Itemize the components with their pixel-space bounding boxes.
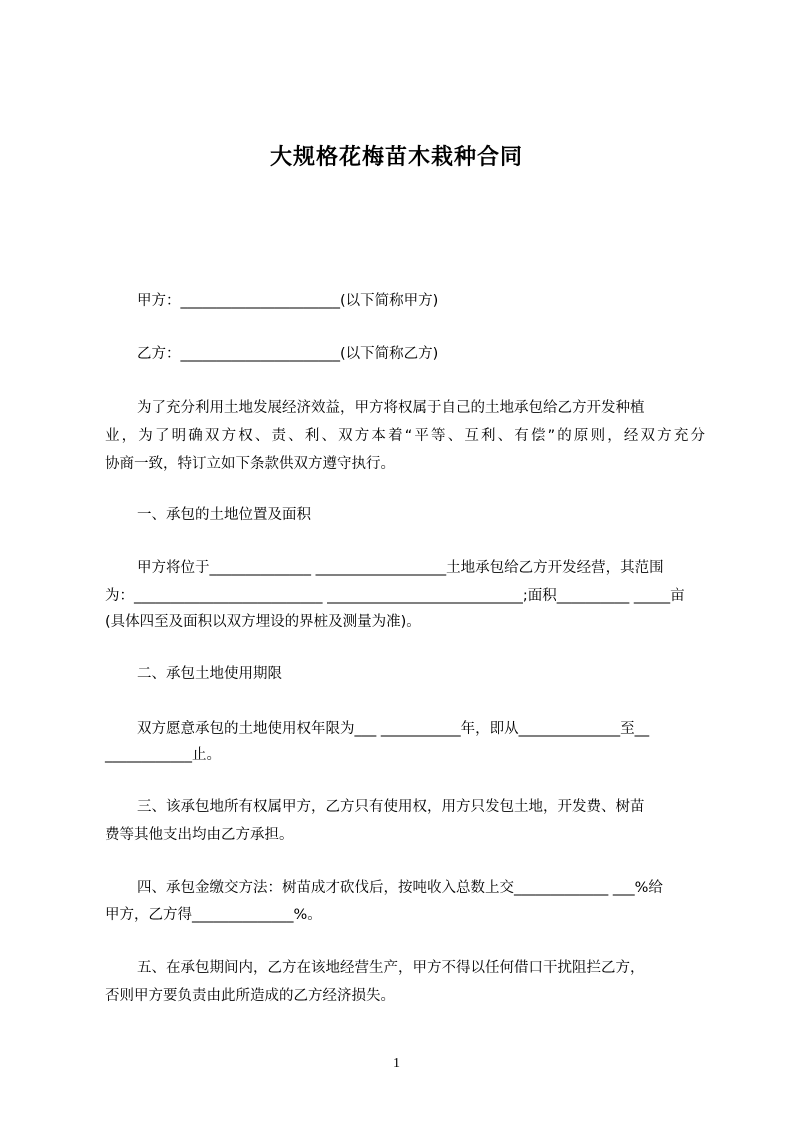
clause-line: 五、在承包期间内，乙方在该地经营生产，甲方不得以任何借口干扰阻拦乙方， [137,960,645,976]
party-a-line: 甲方：______________________(以下简称甲方) [137,293,439,309]
intro-line: 业，为了明确双方权、责、利、双方本着“平等、互利、有偿”的原则，经双方充分 [105,428,705,444]
clause-line: 四、承包金缴交方法：树苗成才砍伐后，按吨收入总数上交_____________ ___%给 [137,880,663,896]
clause-line: 否则甲方要负责由此所造成的乙方经济损失。 [105,988,395,1004]
party-b-line: 乙方：______________________(以下简称乙方) [137,346,439,362]
clause-line: 费等其他支出均由乙方承担。 [105,827,294,843]
clause-line: (具体四至及面积以双方埋设的界桩及测量为准)。 [105,614,421,630]
clause-line: 双方愿意承包的土地使用权年限为___ ___________年，即从______________至__ [137,721,650,737]
intro-line: 协商一致，特订立如下条款供双方遵守执行。 [105,456,395,472]
intro-line: 为了充分利用土地发展经济效益，甲方将权属于自己的土地承包给乙方开发种植 [137,400,645,416]
clause-line: 甲方将位于______________ __________________土地承包给乙方开发经营，其范围 [137,560,664,576]
clause-line: ____________止。 [105,747,221,763]
page-title: 大规格花梅苗木栽种合同 [269,145,523,170]
clause-line: 三、该承包地所有权属甲方，乙方只有使用权，用方只发包土地，开发费、树苗 [137,799,645,815]
page-number: 1 [393,1056,400,1071]
section-heading: 二、承包土地使用期限 [137,666,282,682]
section-heading: 一、承包的土地位置及面积 [137,507,311,523]
clause-line: 为：__________________________ ___________________________;面积__________ _____亩 [105,588,685,604]
clause-line: 甲方，乙方得______________%。 [105,907,322,923]
